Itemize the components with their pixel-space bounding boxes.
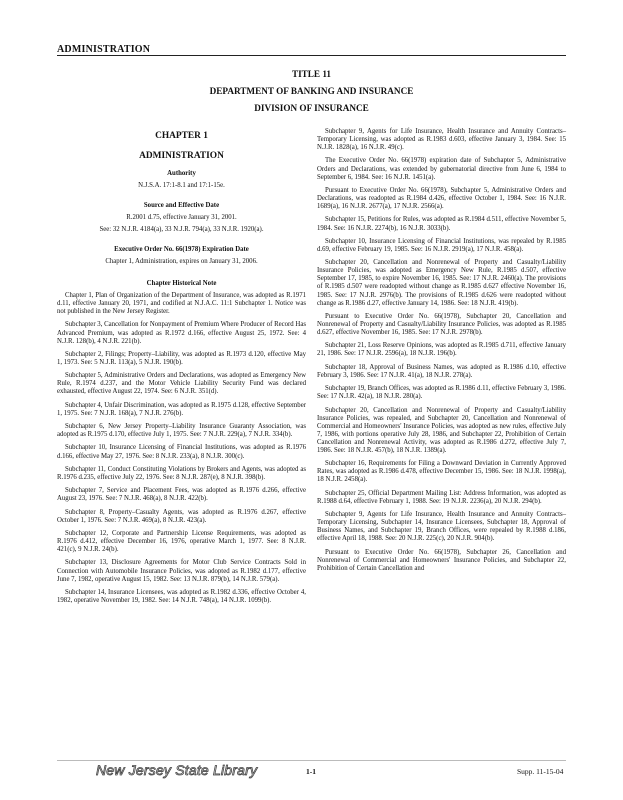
- source-line-1: R.2001 d.75, effective January 31, 2001.: [126, 214, 237, 222]
- paragraph: Subchapter 13, Disclosure Agreements for Motor Club Service Contracts Sold in Connection with Automobile Insurance Policies, was adopted as R.1982 d.177, effective June 7, 1982, operative August 15, 1982. See: 13 N.J.R. 879(b), 14 N.J.R. 579(a).: [57, 559, 306, 583]
- paragraph: Subchapter 25, Official Department Mailing List: Address Information, was adopted as R.1988 d.64, effective February 1, 1988. See: 19 N.J.R. 2236(a), 20 N.J.R. 294(b).: [317, 489, 566, 505]
- expiration-heading: Executive Order No. 66(1978) Expiration Date: [114, 245, 249, 253]
- paragraph: Subchapter 10, Insurance Licensing of Financial Institutions, was repealed by R.1985 d.69, effective February 19, 1985. See: 16 N.J.R. 2919(a), 17 N.J.R. 458(a).: [317, 237, 566, 253]
- paragraph: Subchapter 9, Agents for Life Insurance, Health Insurance and Annuity Contracts–Temporary Licensing, Subchapter 14, Insurance Licensees, Subchapter 18, Approval of Business Names, and Subchapter 19, Branch Offices, were repealed by R.1988 d.186, effective April 18, 1988. See: 20 N.J.R. 225(c), 20 N.J.R. 904(b).: [317, 511, 566, 543]
- paragraph: Subchapter 10, Insurance Licensing of Financial Institutions, was adopted as R.1976 d.166, effective May 27, 1976. See: 8 N.J.R. 233(a), 8 N.J.R. 300(c).: [57, 444, 306, 460]
- paragraph: The Executive Order No. 66(1978) expiration date of Subchapter 5, Administrative Orders and Declarations, was extended by gubernatorial directive from June 6, 1984 to September 6, 1984. See: 16 N.J.R. 1451(a).: [317, 157, 566, 181]
- paragraph: Subchapter 5, Administrative Orders and Declarations, was adopted as Emergency New Rule, R.1974 d.237, and the Motor Vehicle Liability Security Fund was declared exhausted, effective August 22, 1974. See: 6 N.J.R. 351(d).: [57, 372, 306, 396]
- paragraph: Subchapter 3, Cancellation for Nonpayment of Premium Where Producer of Record Has Advanced Premium, was adopted as R.1972 d.166, effective August 25, 1972. See: 4 N.J.R. 128(b), 4 N.J.R. 221(b).: [57, 321, 306, 345]
- running-head: ADMINISTRATION: [57, 44, 151, 55]
- paragraph: Pursuant to Executive Order No. 66(1978), Subchapter 5, Administrative Orders and Declarations, was readopted as R.1984 d.426, effective October 1, 1984. See: 16 N.J.R. 1689(a), 16 N.J.R. 2677(a), 17 N.J.R. 2566(a).: [317, 186, 566, 211]
- library-watermark: New Jersey State Library: [96, 762, 258, 778]
- history-heading: Chapter Historical Note: [146, 279, 217, 287]
- title-number: TITLE 11: [291, 69, 332, 79]
- paragraph: Subchapter 18, Approval of Business Names, was adopted as R.1986 d.10, effective February 3, 1986. See: 17 N.J.R. 41(a), 18 N.J.R. 278(a).: [317, 363, 566, 379]
- paragraph: Subchapter 20, Cancellation and Nonrenewal of Property and Casualty/Liability Insurance Policies, was repealed, and Subchapter 20, Cancellation and Nonrenewal of Commercial and Homeowners' Insurance Policies, was adopted as new rules, effective July 7, 1986, with portions operative July 28, 1986, and Subchapter 22, Prohibition of Certain Cancellation and Nonrenewal Activity, was adopted as R.1986 d.272, effective July 7, 1986. See: 18 N.J.R. 457(b), 18 N.J.R. 1389(a).: [317, 406, 566, 454]
- paragraph: Subchapter 9, Agents for Life Insurance, Health Insurance and Annuity Contracts–Temporary Licensing, was adopted as R.1983 d.603, effective January 3, 1984. See: 15 N.J.R. 1828(a), 16 N.J.R. 49(c).: [317, 128, 566, 152]
- paragraph: Pursuant to Executive Order No. 66(1978), Subchapter 26, Cancellation and Nonrenewal of Commercial and Homeowners' Insurance Policies, and Subchapter 22, Prohibition of Certain Cancellation and: [317, 548, 566, 572]
- paragraph: Chapter 1, Plan of Organization of the Department of Insurance, was adopted as R.1971 d.11, effective January 20, 1971, and codified at N.J.A.C. 11:1 Subchapter 1. Notice was not published in the New Jersey Register.: [57, 291, 306, 316]
- header-rule: [57, 55, 566, 56]
- paragraph: Pursuant to Executive Order No. 66(1978), Subchapter 20, Cancellation and Nonrenewal of Property and Casualty/Liability Insurance Policies, was adopted as R.1985 d.627, effective November 16, 1985. See: 17 N.J.R. 2978(b).: [317, 312, 566, 337]
- paragraph: Subchapter 14, Insurance Licensees, was adopted as R.1982 d.336, effective October 4, 1982, operative November 19, 1982. See: 14 N.J.R. 748(a), 14 N.J.R. 1099(b).: [57, 588, 306, 604]
- department-title: DEPARTMENT OF BANKING AND INSURANCE: [209, 86, 414, 96]
- paragraph: Subchapter 20, Cancellation and Nonrenewal of Property and Casualty/Liability Insurance Policies, was adopted as Emergency New Rule, R.1985 d.507, effective September 17, 1985, to expire November 16, 1985. See: 17 N.J.R. 2460(a). The provisions of R.1985 d.507 were readopted without change as R.1985 d.627 effective November 16, 1985. See: 17 N.J.R. 2976(b). The provisions of R.1985 d.626 were readopted without change as R.1986 d.27, effective January 14, 1986. See: 18 N.J.R. 419(b).: [317, 259, 566, 307]
- chapter-name: ADMINISTRATION: [139, 151, 224, 162]
- footer-rule: [57, 760, 566, 761]
- paragraph: Subchapter 11, Conduct Constituting Violations by Brokers and Agents, was adopted as R.1976 d.235, effective July 22, 1976. See: 8 N.J.R. 287(e), 8 N.J.R. 398(b).: [57, 465, 306, 481]
- paragraph: Subchapter 6, New Jersey Property–Liability Insurance Guaranty Association, was adopted as R.1975 d.170, effective July 1, 1975. See: 7 N.J.R. 229(a), 7 N.J.R. 334(b).: [57, 423, 306, 439]
- paragraph: Subchapter 7, Service and Placement Fees, was adopted as R.1976 d.266, effective August 23, 1976. See: 7 N.J.R. 468(a), 8 N.J.R. 422(b).: [57, 487, 306, 503]
- expiration-text: Chapter 1, Administration, expires on January 31, 2006.: [105, 257, 258, 265]
- source-line-2: See: 32 N.J.R. 4184(a), 33 N.J.R. 794(a), 33 N.J.R. 1920(a).: [99, 225, 264, 233]
- paragraph: Subchapter 8, Property–Casualty Agents, was adopted as R.1976 d.267, effective October 1, 1976. See: 7 N.J.R. 469(a), 8 N.J.R. 423(a).: [57, 508, 306, 524]
- right-column: [317, 128, 566, 578]
- page-number: 1-1: [306, 767, 316, 776]
- source-heading: Source and Effective Date: [143, 202, 220, 210]
- authority-text: N.J.S.A. 17:1-8.1 and 17:1-15e.: [138, 182, 225, 190]
- paragraph: Subchapter 15, Petitions for Rules, was adopted as R.1984 d.511, effective November 5, 1984. See: 16 N.J.R. 2274(b), 16 N.J.R. 3033(b).: [317, 216, 566, 232]
- paragraph: Subchapter 16, Requirements for Filing a Downward Deviation in Currently Approved Rates, was adopted as R.1986 d.478, effective December 15, 1986. See: 18 N.J.R. 1998(a), 18 N.J.R. 2458(a).: [317, 460, 566, 484]
- paragraph: Subchapter 12, Corporate and Partnership License Requirements, was adopted as R.1976 d.412, effective December 16, 1976, operative March 1, 1977. See: 8 N.J.R. 421(c), 9 N.J.R. 24(b).: [57, 529, 306, 554]
- authority-heading: Authority: [167, 170, 196, 178]
- division-title: DIVISION OF INSURANCE: [254, 103, 369, 113]
- paragraph: Subchapter 2, Filings; Property–Liability, was adopted as R.1973 d.120, effective May 1, 1973. See: 5 N.J.R. 113(a), 5 N.J.R. 190(b).: [57, 350, 306, 366]
- left-column: [57, 128, 306, 610]
- paragraph: Subchapter 4, Unfair Discrimination, was adopted as R.1975 d.128, effective September 1, 1975. See: 7 N.J.R. 168(a), 7 N.J.R. 276(b).: [57, 401, 306, 417]
- supplement-date: Supp. 11-15-04: [517, 767, 564, 776]
- paragraph: Subchapter 21, Loss Reserve Opinions, was adopted as R.1985 d.711, effective January 21, 1986. See: 17 N.J.R. 2596(a), 18 N.J.R. 196(b).: [317, 342, 566, 358]
- chapter-number: CHAPTER 1: [155, 131, 208, 141]
- paragraph: Subchapter 19, Branch Offices, was adopted as R.1986 d.11, effective February 3, 1986. See: 17 N.J.R. 42(a), 18 N.J.R. 280(a).: [317, 385, 566, 401]
